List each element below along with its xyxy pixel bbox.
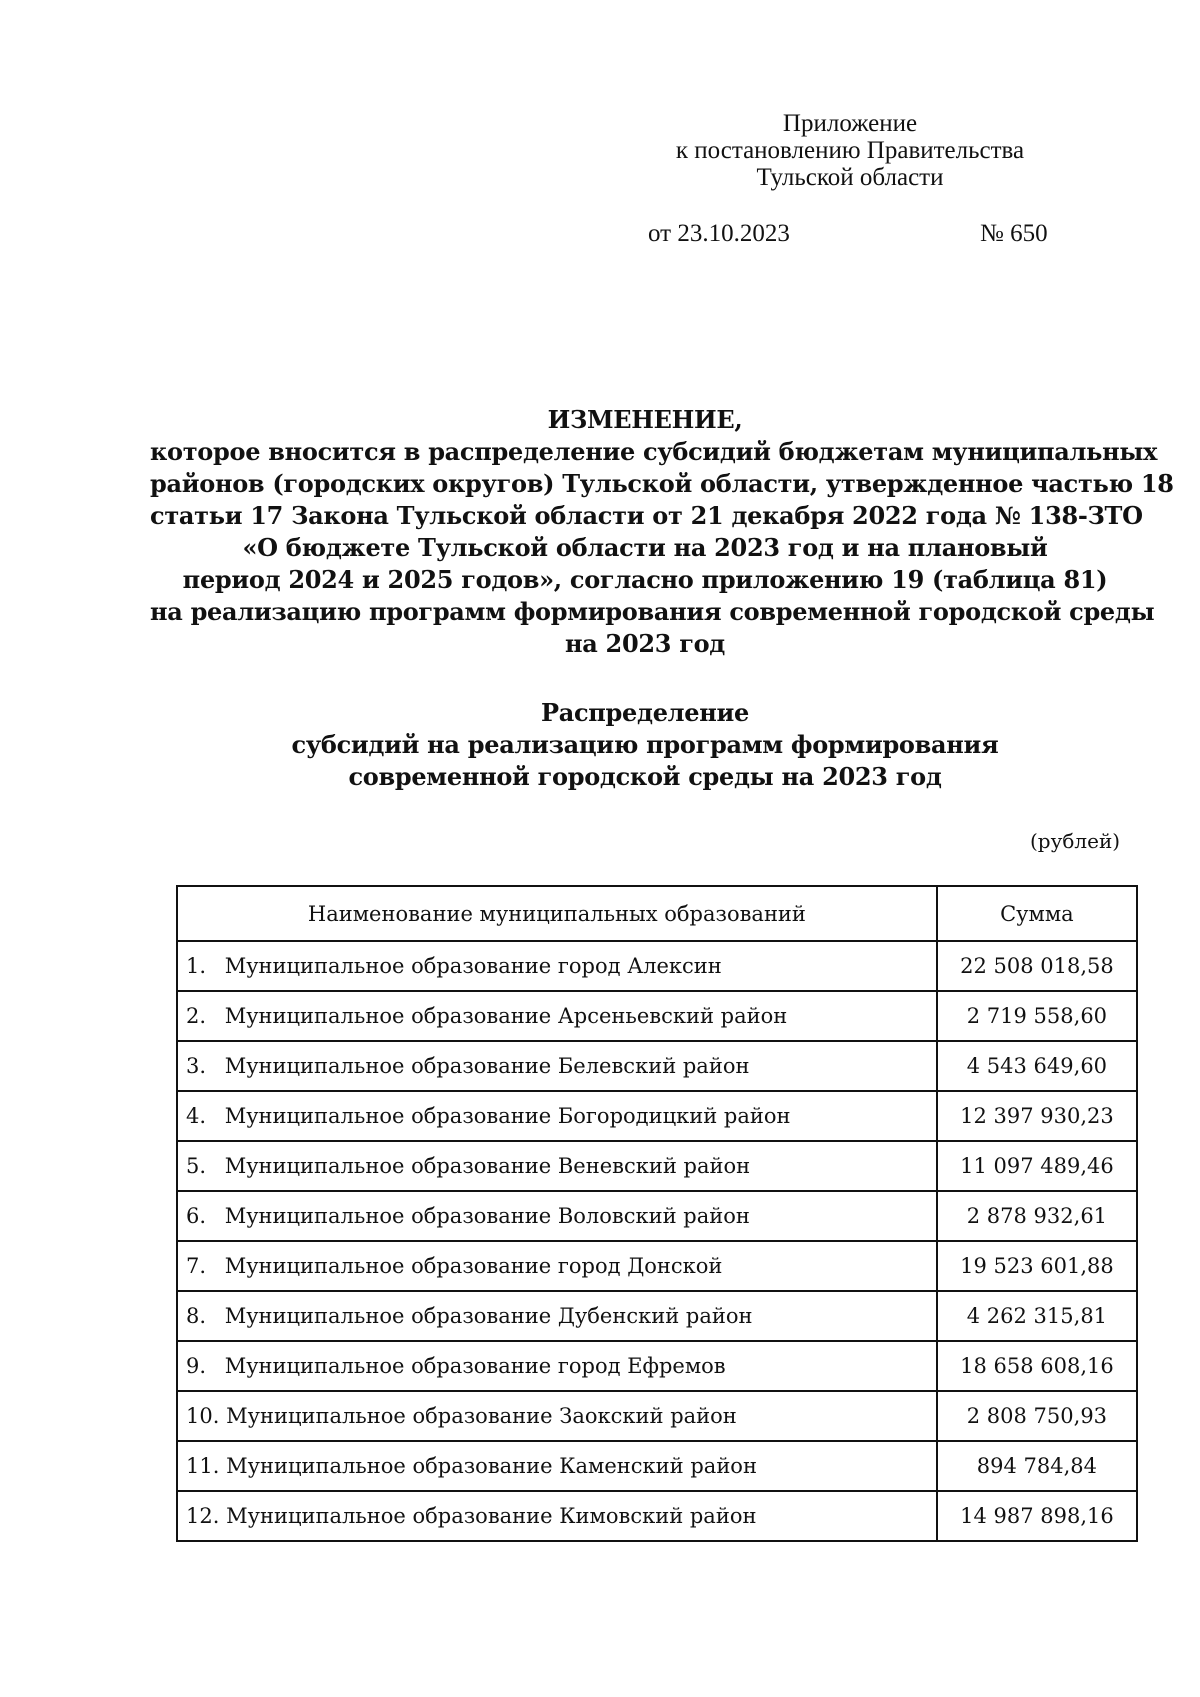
appendix-line-resolution: к постановлению Правительства (675, 137, 1025, 164)
subheading-line: субсидий на реализацию программ формирования (291, 730, 999, 759)
document-heading (150, 404, 1174, 660)
table-row (177, 1391, 1137, 1441)
row-name: Муниципальное образование город Алексин (224, 954, 722, 978)
table-row (177, 1441, 1137, 1491)
row-sum: 11 097 489,46 (937, 1141, 1137, 1191)
units-label: (рублей) (1030, 829, 1121, 853)
distribution-table (176, 885, 1138, 1542)
row-number: 3. (186, 1054, 207, 1078)
row-name: Муниципальное образование Заокский район (226, 1404, 737, 1428)
row-number: 9. (186, 1354, 207, 1378)
row-name-cell (177, 941, 937, 991)
row-number: 2. (186, 1004, 207, 1028)
row-number: 1. (186, 954, 207, 978)
row-name: Муниципальное образование Веневский район (224, 1154, 751, 1178)
order-date: от 23.10.2023 (648, 220, 790, 247)
row-name: Муниципальное образование Белевский район (224, 1054, 750, 1078)
header-sum: Сумма (937, 886, 1137, 941)
row-name-cell (177, 1341, 937, 1391)
appendix-title: Приложение (782, 110, 918, 137)
row-sum: 12 397 930,23 (937, 1091, 1137, 1141)
row-sum: 22 508 018,58 (937, 941, 1137, 991)
heading-line: период 2024 и 2025 годов», согласно приложению 19 (таблица 81) (182, 565, 1108, 594)
order-number: № 650 (980, 220, 1048, 247)
table-row (177, 1241, 1137, 1291)
row-number: 7. (186, 1254, 207, 1278)
table-row (177, 1191, 1137, 1241)
row-name-cell (177, 1141, 937, 1191)
table-row (177, 1491, 1137, 1541)
row-sum: 19 523 601,88 (937, 1241, 1137, 1291)
row-name: Муниципальное образование город Ефремов (224, 1354, 726, 1378)
row-number: 4. (186, 1104, 207, 1128)
table-row (177, 1291, 1137, 1341)
row-name-cell (177, 1391, 937, 1441)
row-sum: 894 784,84 (937, 1441, 1137, 1491)
row-name-cell (177, 1041, 937, 1091)
table-row (177, 1041, 1137, 1091)
row-name-cell (177, 1191, 937, 1241)
row-sum: 4 262 315,81 (937, 1291, 1137, 1341)
row-sum: 18 658 608,16 (937, 1341, 1137, 1391)
row-name-cell (177, 1291, 937, 1341)
row-sum: 4 543 649,60 (937, 1041, 1137, 1091)
heading-title: ИЗМЕНЕНИЕ, (547, 405, 743, 434)
row-number: 12. (186, 1504, 220, 1528)
row-name: Муниципальное образование Кимовский район (226, 1504, 757, 1528)
header-name: Наименование муниципальных образований (177, 886, 937, 941)
row-number: 11. (186, 1454, 220, 1478)
row-number: 8. (186, 1304, 207, 1328)
subheading-line: современной городской среды на 2023 год (348, 762, 942, 791)
heading-line: на реализацию программ формирования современной городской среды (150, 597, 1155, 626)
row-sum: 2 808 750,93 (937, 1391, 1137, 1441)
distribution-heading (150, 697, 1140, 793)
row-number: 10. (186, 1404, 220, 1428)
row-name-cell (177, 1241, 937, 1291)
row-name-cell (177, 1441, 937, 1491)
row-name: Муниципальное образование Арсеньевский район (224, 1004, 788, 1028)
heading-line: статьи 17 Закона Тульской области от 21 декабря 2022 года № 138-ЗТО (150, 501, 1143, 530)
table-row (177, 941, 1137, 991)
row-name-cell (177, 1091, 937, 1141)
row-number: 5. (186, 1154, 207, 1178)
heading-line: на 2023 год (564, 629, 726, 658)
row-number: 6. (186, 1204, 207, 1228)
heading-line: «О бюджете Тульской области на 2023 год и на плановый (242, 533, 1048, 562)
heading-line: районов (городских округов) Тульской области, утвержденное частью 18 (150, 469, 1174, 498)
table-header-row (177, 886, 1137, 941)
row-name: Муниципальное образование город Донской (224, 1254, 723, 1278)
table-row (177, 991, 1137, 1041)
row-name-cell (177, 1491, 937, 1541)
row-sum: 2 878 932,61 (937, 1191, 1137, 1241)
row-name: Муниципальное образование Воловский район (224, 1204, 750, 1228)
subheading-line: Распределение (540, 698, 750, 727)
table-row (177, 1141, 1137, 1191)
appendix-line-region: Тульской области (756, 164, 944, 191)
row-name: Муниципальное образование Дубенский район (224, 1304, 753, 1328)
heading-line: которое вносится в распределение субсидий бюджетам муниципальных (150, 437, 1158, 466)
table-row (177, 1341, 1137, 1391)
appendix-block (640, 110, 1060, 191)
row-name-cell (177, 991, 937, 1041)
row-sum: 14 987 898,16 (937, 1491, 1137, 1541)
row-name: Муниципальное образование Богородицкий район (224, 1104, 791, 1128)
row-sum: 2 719 558,60 (937, 991, 1137, 1041)
row-name: Муниципальное образование Каменский район (226, 1454, 757, 1478)
table-row (177, 1091, 1137, 1141)
